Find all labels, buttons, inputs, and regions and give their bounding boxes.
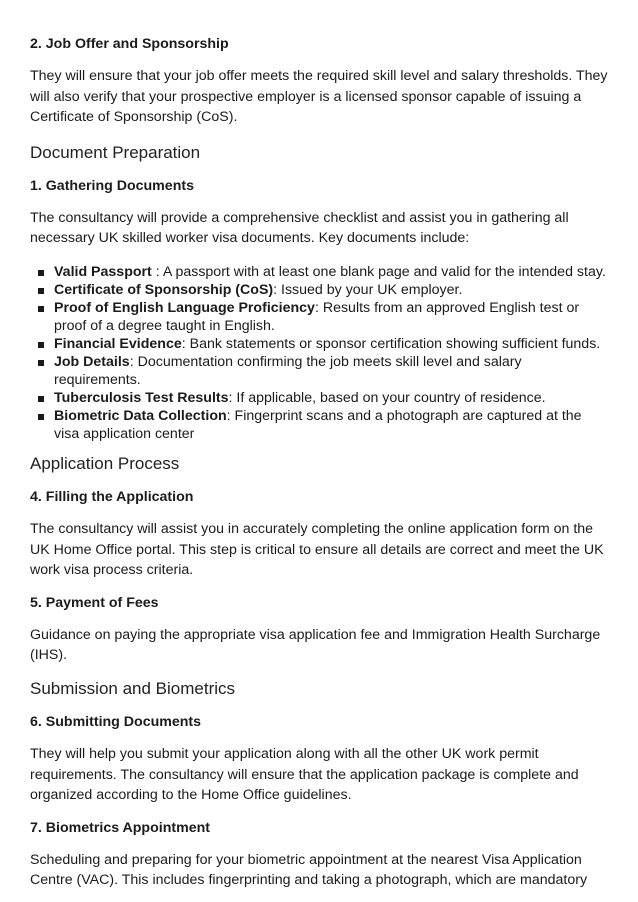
list-item [54, 353, 608, 389]
job-offer-title: Job Offer and Sponsorship [45, 36, 229, 52]
filling-application-heading: 4. Filling the Application [30, 488, 194, 505]
gathering-documents-paragraph: The consultancy will provide a comprehensive checklist and assist you in gathering all necessary UK skilled worker visa documents. Key documents include: [30, 209, 569, 247]
job-offer-heading: 2. Job Offer and Sponsorship [30, 36, 229, 52]
biometrics-appointment-heading: 7. Biometrics Appointment [30, 819, 210, 836]
application-process-heading: Application Process [30, 453, 180, 473]
list-item-label: Job Details [54, 353, 130, 370]
list-item [54, 281, 608, 299]
bullet-icon [38, 360, 44, 366]
payment-of-fees-heading: 5. Payment of Fees [30, 594, 159, 611]
biometrics-appointment-paragraph: Scheduling and preparing for your biometric appointment at the nearest Visa Application Centre (VAC). This includes fingerprinting and taking a photograph, which are mandatory [30, 851, 588, 889]
biometrics-appointment-title: Biometrics Appointment [45, 819, 210, 836]
bullet-icon [38, 288, 44, 294]
submitting-documents-heading: 6. Submitting Documents [30, 713, 202, 730]
list-item-text: : Bank statements or sponsor certification showing sufficient funds. [181, 335, 601, 352]
list-item [54, 335, 608, 353]
list-item-label: Certificate of Sponsorship (CoS) [54, 281, 274, 298]
list-item-label: Tuberculosis Test Results [54, 389, 229, 406]
list-item [54, 389, 608, 407]
bullet-icon [38, 270, 44, 276]
payment-of-fees-number: 5 [30, 594, 38, 611]
list-item-text: : A passport with at least one blank page and valid for the intended stay. [151, 263, 606, 280]
job-offer-number: 2 [30, 36, 38, 52]
submission-biometrics-heading: Submission and Biometrics [30, 678, 236, 698]
list-item-label: Proof of English Language Proficiency [54, 299, 315, 316]
bullet-icon [38, 306, 44, 312]
list-item-label: Biometric Data Collection [54, 407, 227, 424]
list-item-text: : If applicable, based on your country of residence. [228, 389, 546, 406]
list-item [54, 299, 608, 335]
documents-list [30, 263, 608, 443]
job-offer-paragraph: They will ensure that your job offer meets the required skill level and salary thresholds. They will also verify that your prospective employer is a licensed sponsor capable of issuing a Certificate of Sponsorship (CoS). [30, 68, 608, 126]
payment-of-fees-paragraph: Guidance on paying the appropriate visa application fee and Immigration Health Surcharge (IHS). [30, 626, 601, 664]
biometrics-appointment-number: 7 [30, 819, 38, 836]
list-item-label: Financial Evidence [54, 335, 182, 352]
bullet-icon [38, 396, 44, 402]
list-item-text: : Fingerprint scans and a photograph are captured at the visa application center [54, 407, 582, 442]
submitting-documents-paragraph: They will help you submit your application along with all the other UK work permit requirements. The consultancy will ensure that the application package is complete and organized according to the Home Office guidelines. [30, 745, 579, 804]
list-item-text: : Results from an approved English test or proof of a degree taught in English. [54, 299, 580, 334]
document-preparation-heading: Document Preparation [30, 142, 201, 162]
list-item [54, 263, 608, 281]
bullet-icon [38, 414, 44, 420]
filling-application-paragraph: The consultancy will assist you in accurately completing the online application form on the UK Home Office portal. This step is critical to ensure all details are correct and meet the UK work visa process criteria. [30, 520, 604, 579]
list-item-text: : Issued by your UK employer. [273, 281, 463, 298]
list-item-label: Valid Passport [54, 263, 152, 280]
list-item-text: : Documentation confirming the job meets skill level and salary requirements. [54, 353, 522, 388]
bullet-icon [38, 342, 44, 348]
list-item [54, 407, 608, 443]
payment-of-fees-title: Payment of Fees [45, 594, 159, 611]
gathering-documents-heading: 1. Gathering Documents [30, 177, 194, 194]
